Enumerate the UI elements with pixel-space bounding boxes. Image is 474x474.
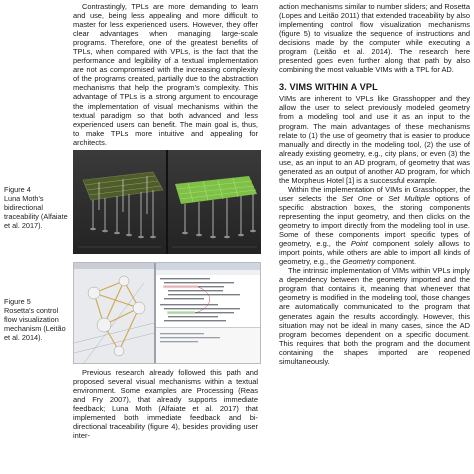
term-set-one: Set One	[341, 193, 372, 203]
left-column-top	[73, 2, 258, 147]
right-column	[279, 2, 470, 366]
section-heading: 3. VIMS WITHIN A VPL	[279, 82, 378, 93]
term-point: Point	[350, 239, 368, 249]
left-column-bottom	[73, 368, 258, 440]
paragraph-vims-inherent: VIMs are inherent to VPLs like Grasshopper and they allow the user to select previously modeled geometry from a modeling tool and use it as an input to the program. The main advantages of these mechanisms relate to (1) the use of geometry that is easier to produce manually and directly in the modeling tool, (2) the use of already existing geometry, e.g., city plans, or even (3) the use, as an input to an AD program, of geometry that was generated as an output of another AD program, for which the Morpheus Hotel [1] is a successful example.	[279, 94, 470, 185]
figure-5-caption: Figure 5 Rosetta's control flow visualization mechanism (Leitão et al. 2014).	[4, 297, 66, 342]
figure-4-caption: Figure 4 Luna Moth's bidirectional traceability (Alfaiate et al. 2017).	[4, 185, 68, 230]
term-geometry: Geometry	[342, 257, 376, 267]
text-run: component.	[375, 257, 417, 267]
paragraph-tpls-contrast: Contrastingly, TPLs are more demanding to learn and use, being less appealing and more difficult to master for less experienced users. However, they offer clear advantages when managing large-scale programs. Therefore, one of the greatest benefits of TPLs, when compared with VPLs, is the fact that the performance and legibility of a textual implementation are not as compromised with the increasing complexity of the programs created, partially due to the abstraction mechanisms that help the program's complexity. This advantage of TPLs is a strong argument to encourage the implementation of visual mechanisms within the textual paradigm so that both advanced and less experienced users can benefit. The main goal is, thus, to make TPLs more intuitive and appealing for architects.	[73, 2, 258, 147]
text-run: component solely allows to import points, while others are able to import all kinds of geometry, e.g., the	[279, 239, 471, 267]
text-run: options of specific abstraction boxes, the storing components representing the input geometry, and then clicks on the geometry to import directly from the modeling tool in use. Some of these components import specific types of geometry, e.g., the	[279, 193, 471, 249]
paragraph-grasshopper-implementation	[279, 185, 470, 266]
text-run: Within the implementation of VIMs in Grasshopper, the user selects the	[279, 184, 470, 203]
figure-5-image	[73, 262, 261, 364]
paragraph-previous-research: Previous research already followed this path and proposed several visual mechanisms within a textual environment. Some examples are Processing (Reas and Fry 2007), that already supports immediate feedback; Luna Moth (Alfaiate et al. 2017) that implemented both immediate feedback and bi-directional traceability (figure 4), besides providing user inter-	[73, 368, 258, 441]
paragraph-intrinsic-implementation: The intrinsic implementation of VIMs within VPLs imply a dependency between the geometry imported and the program that contains it, meaning that whenever that geometry is modified in the modeling tool, those changes are automatically communicated to the program that generates again the results accordingly. However, this situation may not be ideal in many cases, since the AD program becomes dependent on a specific document. This requires that both the program and the document containing the shapes imported are reopened simultaneously.	[279, 266, 470, 366]
term-set-multiple: Set Multiple	[388, 193, 430, 203]
paragraph-action-mechanisms: action mechanisms similar to number sliders; and Rosetta (Lopes and Leitão 2011) that extended traceability by also implementing control flow visualization mechanisms (figure 5) to visualize the sequence of instructions and decisions made by the computer while executing a program (Leitão et al. 2014). The research here presented goes even further along that path by also combining the most valuable VIMs with a TPL for AD.	[279, 2, 470, 75]
figure-4-image	[73, 150, 261, 254]
text-run: or	[371, 193, 389, 203]
